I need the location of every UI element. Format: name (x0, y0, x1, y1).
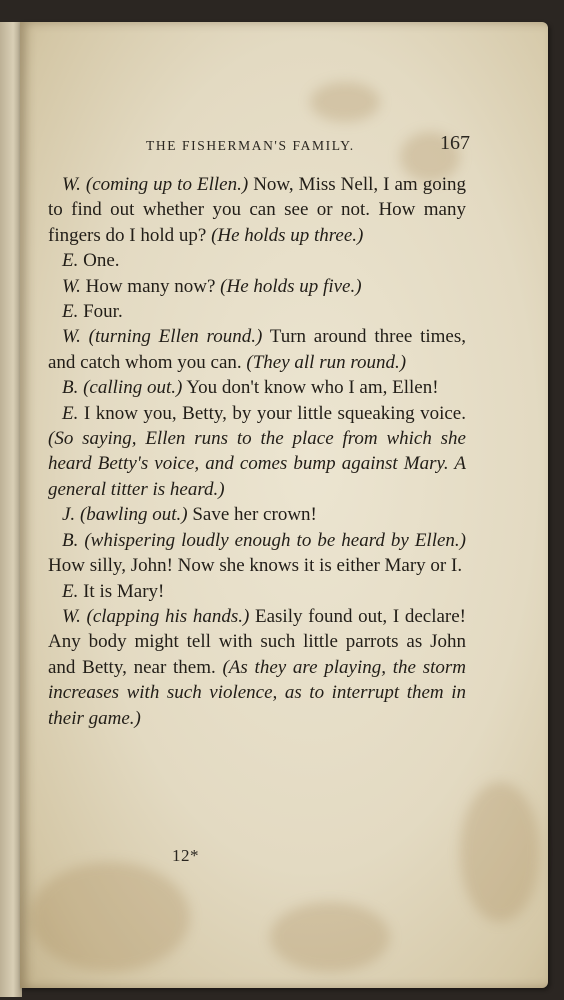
speaker: E. (62, 402, 79, 424)
dialogue: Save her crown! (187, 504, 317, 526)
stage-direction: (They all run round.) (246, 351, 407, 373)
speaker: B. (62, 377, 79, 399)
page-number: 167 (440, 132, 470, 154)
speaker: W. (62, 275, 81, 297)
stage-direction: (whispering loudly enough to be heard by Ellen.) (84, 529, 466, 551)
paragraph (48, 401, 466, 503)
paper-stain (460, 782, 540, 922)
speaker: J. (62, 504, 76, 526)
paragraph (48, 528, 466, 579)
stage-direction: (clapping his hands.) (86, 605, 250, 627)
paragraph (48, 579, 466, 604)
running-title: THE FISHERMAN'S FAMILY. (146, 138, 355, 153)
stage-direction: (He holds up five.) (220, 275, 362, 297)
stage-direction: (calling out.) (83, 377, 183, 399)
dialogue: How silly, John! Now she knows it is either Mary or I. (48, 555, 463, 577)
dialogue: Four. (78, 301, 123, 323)
paragraph (48, 299, 466, 324)
dialogue: Now, Miss Nell, I am going to find out whether you can see or not. How many fingers do I hold up? (48, 174, 467, 246)
dialogue: You don't know who I am, Ellen! (182, 377, 439, 399)
paper-stain (270, 902, 390, 972)
stage-direction: (He holds up three.) (211, 224, 364, 246)
stage-direction: (As they are playing, the storm increases with such violence, as to interrupt them in their game.) (48, 656, 466, 729)
dialogue: I know you, Betty, by your little squeaking voice. (78, 402, 466, 424)
dialogue: Easily found out, I declare! Any body might tell with such little parrots as John and Betty, near them. (48, 605, 467, 678)
speaker: E. (62, 580, 79, 602)
stage-direction: (So saying, Ellen runs to the place from which she heard Betty's voice, and comes bump against Mary. A general titter is heard.) (48, 428, 466, 500)
speaker: B. (62, 529, 79, 551)
dialogue: One. (78, 250, 120, 272)
paragraph (48, 604, 466, 731)
stage-direction: (turning Ellen round.) (88, 326, 263, 348)
paper-stain (310, 82, 380, 122)
speaker: E. (62, 250, 79, 272)
signature-mark: 12* (172, 846, 199, 865)
dialogue: How many now? (80, 275, 221, 297)
speaker: E. (62, 301, 79, 323)
paragraph (48, 248, 466, 273)
stage-direction: (coming up to Ellen.) (85, 174, 249, 195)
speaker: W. (62, 326, 81, 348)
paragraph (48, 172, 466, 248)
dialogue: It is Mary! (78, 580, 165, 602)
speaker: W. (62, 174, 81, 195)
stage-direction: (bawling out.) (79, 504, 188, 526)
body-text (48, 172, 466, 731)
paper-stain (30, 862, 190, 972)
dialogue: Turn around three times, and catch whom you can. (48, 326, 466, 373)
paragraph (48, 324, 466, 375)
speaker: W. (62, 605, 81, 627)
paragraph (48, 375, 466, 400)
facing-page-edge (0, 22, 22, 997)
paragraph (48, 502, 466, 527)
paragraph (48, 274, 466, 299)
